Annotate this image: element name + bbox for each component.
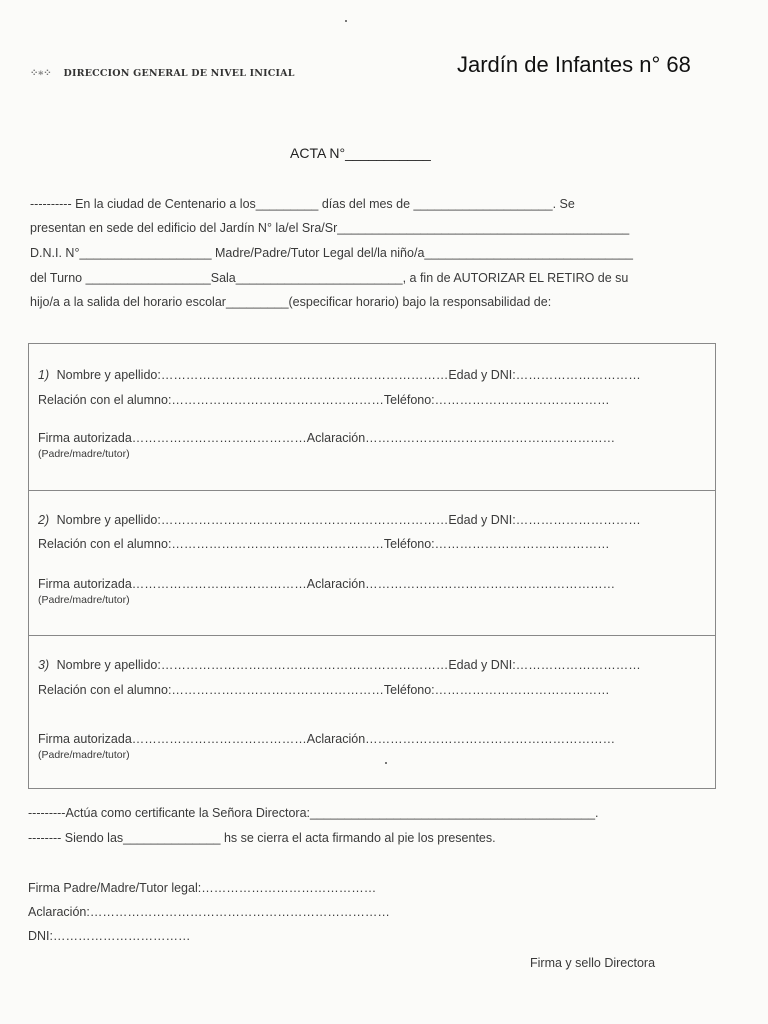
certifier-line[interactable]: ---------Actúa como certificante la Señora Directora:_________________________________________. [28, 806, 599, 820]
dni-line[interactable]: DNI:…………………………… [28, 929, 191, 943]
intro-line-5: hijo/a a la salida del horario escolar_________(especificar horario) bajo la responsabilidad de: [30, 295, 552, 309]
signature-note: (Padre/madre/tutor) [38, 594, 130, 606]
item-number: 3) [38, 658, 50, 672]
school-name: Jardín de Infantes n° 68 [457, 52, 691, 77]
name-field-row[interactable] [38, 368, 641, 382]
clarification-line[interactable]: Aclaración:……………………………………………………………… [28, 905, 390, 919]
parent-signature-line[interactable]: Firma Padre/Madre/Tutor legal:…………………………………… [28, 881, 377, 895]
name-field-label: Nombre y apellido:……………………………………………………………Edad y DNI:………………………… [56, 368, 641, 382]
authorized-person-box-3 [28, 635, 716, 789]
signature-note: (Padre/madre/tutor) [38, 749, 130, 761]
name-field-label: Nombre y apellido:……………………………………………………………Edad y DNI:………………………… [56, 658, 641, 672]
item-number: 2) [38, 513, 50, 527]
intro-line-4: del Turno __________________Sala________________________, a fin de AUTORIZAR EL RETIRO de su [30, 271, 629, 285]
closing-line[interactable]: -------- Siendo las______________ hs se cierra el acta firmando al pie los presentes. [28, 831, 496, 845]
director-signature-label: Firma y sello Directora [530, 956, 656, 970]
intro-line-2: presentan en sede del edificio del Jardín N° la/el Sra/Sr__________________________________________ [30, 221, 630, 235]
relation-field-row[interactable]: Relación con el alumno:……………………………………………Teléfono:…………………………………… [38, 537, 610, 551]
authorized-person-box-1 [28, 343, 716, 491]
scan-speck [345, 20, 347, 22]
authorized-person-box-2 [28, 489, 716, 636]
name-field-row[interactable] [38, 658, 641, 672]
department-header [30, 68, 295, 79]
department-name: DIRECCION GENERAL DE NIVEL INICIAL [63, 68, 295, 79]
relation-field-row[interactable]: Relación con el alumno:……………………………………………Teléfono:…………………………………… [38, 393, 610, 407]
signature-field-row[interactable]: Firma autorizada……………………………………Aclaración…………………………………………………… [38, 577, 616, 591]
name-field-label: Nombre y apellido:……………………………………………………………Edad y DNI:………………………… [56, 513, 641, 527]
name-field-row[interactable] [38, 513, 641, 527]
relation-field-row[interactable]: Relación con el alumno:……………………………………………Teléfono:…………………………………… [38, 683, 610, 697]
item-number: 1) [38, 368, 50, 382]
signature-field-row[interactable]: Firma autorizada……………………………………Aclaración…………………………………………………… [38, 431, 616, 445]
intro-line-3: D.N.I. N°___________________ Madre/Padre/Tutor Legal del/la niño/a______________________________ [30, 246, 633, 260]
intro-line-1: ---------- En la ciudad de Centenario a los_________ días del mes de ____________________. Se [30, 197, 575, 211]
acta-title: ACTA N°___________ [290, 145, 431, 161]
signature-note: (Padre/madre/tutor) [38, 448, 130, 460]
signature-field-row[interactable]: Firma autorizada……………………………………Aclaración…………………………………………………… [38, 732, 616, 746]
crest-icon: ⁘∗⁘ [30, 68, 51, 79]
